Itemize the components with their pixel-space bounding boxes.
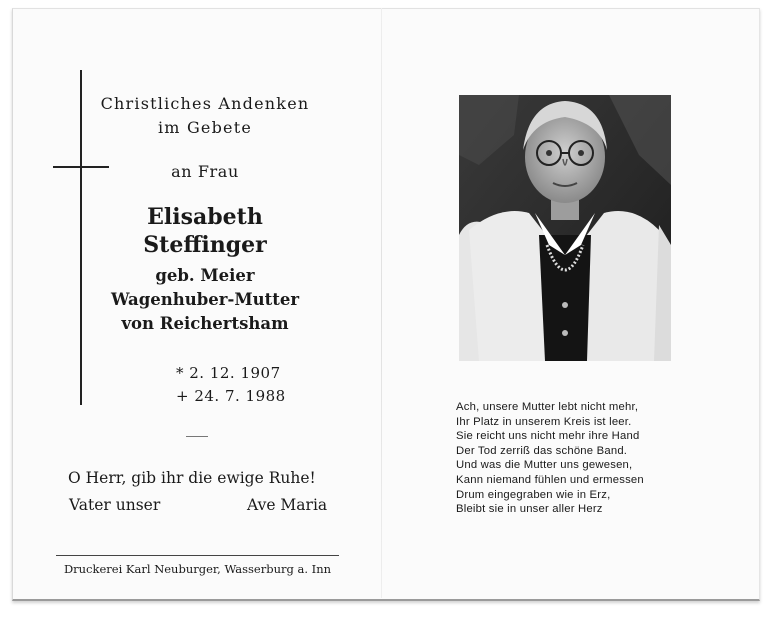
printer-credit: Druckerei Karl Neuburger, Wasserburg a. Inn: [63, 562, 332, 576]
card-fold: [381, 8, 382, 598]
intro-line-2: im Gebete: [157, 118, 253, 137]
poem-line: Bleibt sie in unser aller Herz: [456, 503, 603, 516]
cross-icon: [80, 70, 82, 405]
prayer-right: Ave Maria: [247, 496, 328, 514]
birth-date: * 2. 12. 1907: [176, 364, 281, 382]
first-name: Elisabeth: [147, 204, 263, 230]
poem-line: Ach, unsere Mutter lebt nicht mehr,: [456, 401, 639, 413]
title-line: Wagenhuber-Mutter: [110, 290, 300, 309]
salutation: an Frau: [171, 162, 239, 181]
separator-dash: [186, 436, 208, 437]
death-date: + 24. 7. 1988: [176, 387, 286, 405]
intro-line-1: Christliches Andenken: [100, 94, 310, 113]
portrait-photo: [459, 95, 671, 361]
poem-line: Kann niemand fühlen und ermessen: [456, 473, 644, 486]
maiden-name: geb. Meier: [155, 266, 255, 285]
poem-line: Sie reicht uns nicht mehr ihre Hand: [456, 430, 640, 443]
poem-line: Drum eingegraben wie in Erz,: [456, 488, 611, 501]
memorial-poem: [456, 400, 644, 517]
poem-line: Ihr Platz in unserem Kreis ist leer.: [456, 415, 632, 428]
printer-rule: [56, 555, 339, 556]
last-name: Steffinger: [143, 232, 267, 258]
poem-line: Der Tod zerriß das schöne Band.: [456, 444, 628, 457]
prayer-line: O Herr, gib ihr die ewige Ruhe!: [68, 469, 316, 487]
origin-line: von Reichertsham: [121, 314, 289, 333]
prayer-left: Vater unser: [69, 496, 161, 514]
poem-line: Und was die Mutter uns gewesen,: [456, 459, 633, 472]
